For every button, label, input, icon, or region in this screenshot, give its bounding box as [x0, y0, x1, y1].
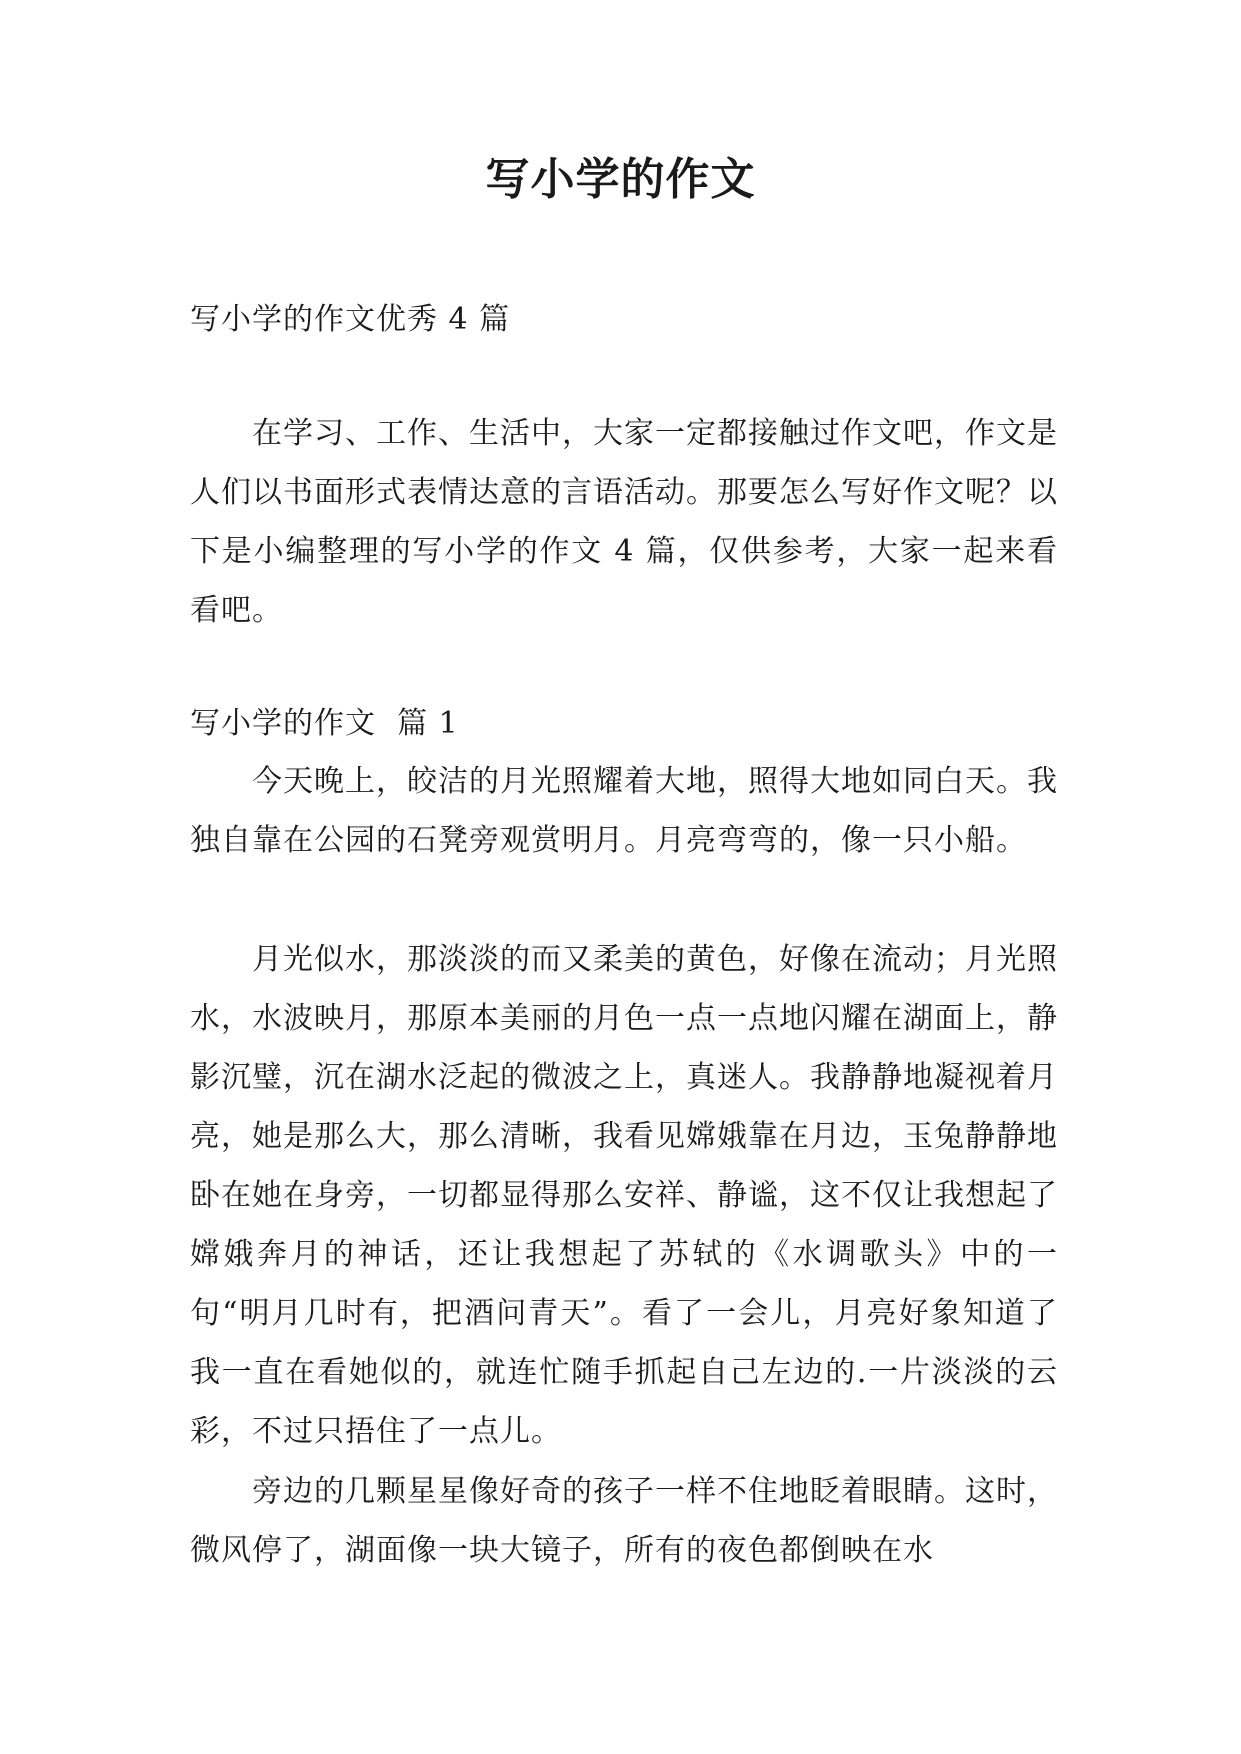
- essay-paragraph-1: 今天晚上，皎洁的月光照耀着大地，照得大地如同白天。我独自靠在公园的石凳旁观赏明月。月亮弯弯的，像一只小船。: [190, 764, 1058, 858]
- essay-paragraph-3: 旁边的几颗星星像好奇的孩子一样不住地眨着眼睛。这时，微风停了，湖面像一块大镜子，所有的夜色都倒映在水: [190, 1474, 1058, 1568]
- document-subtitle: 写小学的作文优秀 4 篇: [190, 302, 511, 337]
- document-title: 写小学的作文: [485, 154, 756, 205]
- intro-paragraph: 在学习、工作、生活中，大家一定都接触过作文吧，作文是人们以书面形式表情达意的言语活动。那要怎么写好作文呢？以下是小编整理的写小学的作文 4 篇，仅供参考，大家一起来看看吧。: [190, 416, 1058, 628]
- essay-paragraph-2: 月光似水，那淡淡的而又柔美的黄色，好像在流动；月光照水，水波映月，那原本美丽的月色一点一点地闪耀在湖面上，静影沉璧，沉在湖水泛起的微波之上，真迷人。我静静地凝视着月亮，她是那么大，那么清晰，我看见嫦娥靠在月边，玉兔静静地卧在她在身旁，一切都显得那么安祥、静谧，这不仅让我想起了嫦娥奔月的神话，还让我想起了苏轼的《水调歌头》中的一句“明月几时有，把酒问青天”。看了一会儿，月亮好象知道了我一直在看她似的，就连忙随手抓起自己左边的.一片淡淡的云彩，不过只捂住了一点儿。: [190, 942, 1058, 1449]
- section-heading: 写小学的作文 篇 1: [190, 706, 459, 741]
